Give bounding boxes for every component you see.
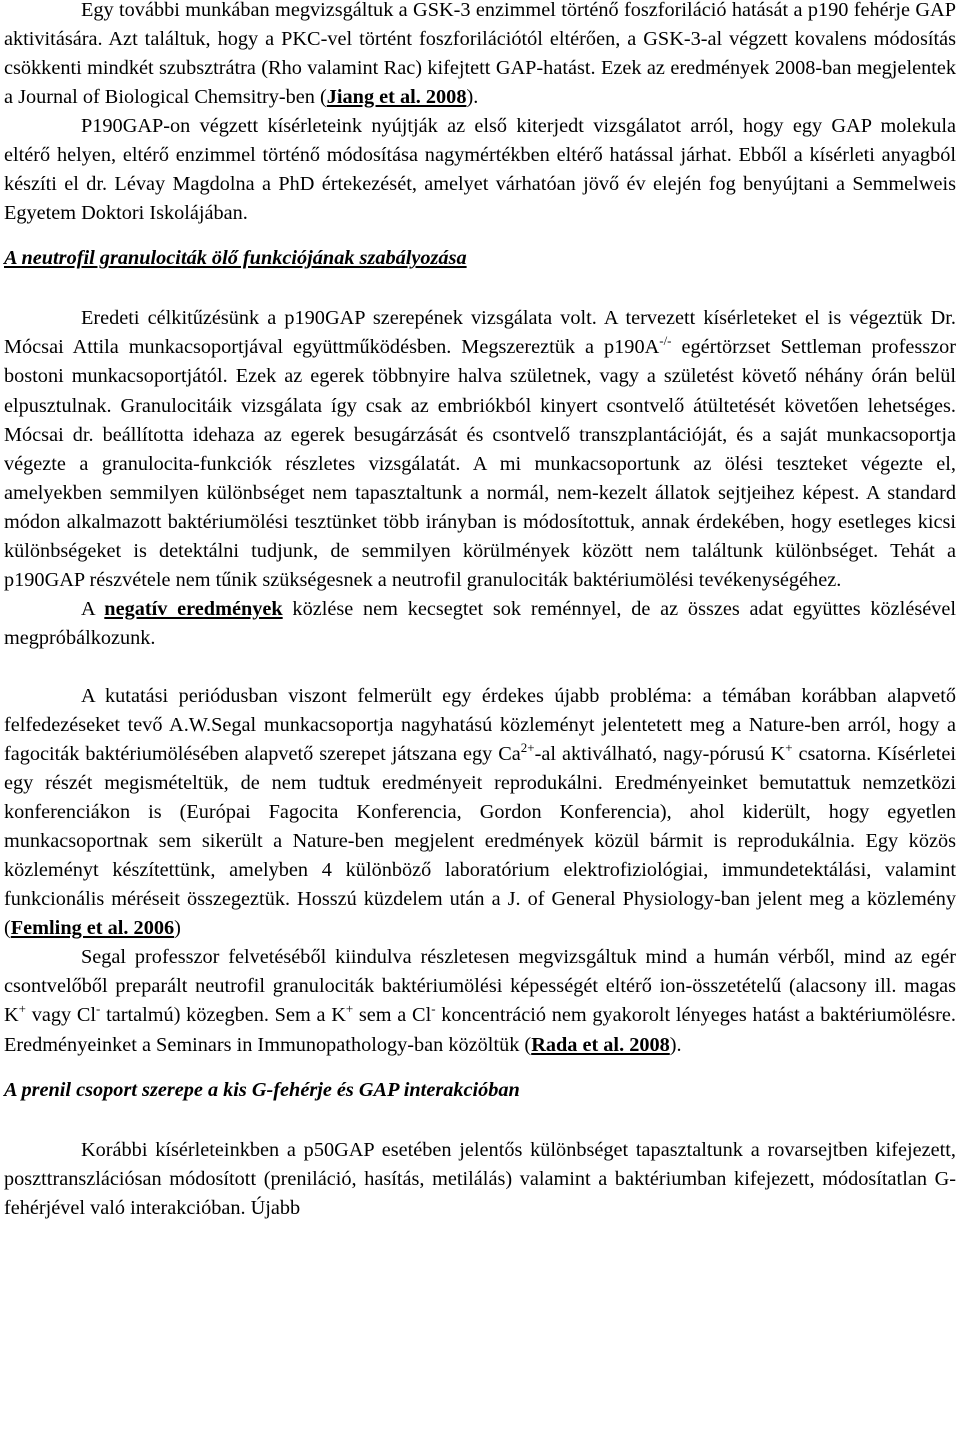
paragraph-negativ-text: A [81, 597, 105, 620]
paragraph-segal-text: A kutatási periódusban viszont felmerült egy érdekes újabb probléma: a témában korábban alapvető felfedezéseket tevő A.W.Segal munkacsoportja nagyhatású közleményt jelentetett meg a Nature-ben arról, hogy a fagociták baktériumölésében alapvető szerepet játszana egy Ca [4, 684, 956, 766]
spacer [4, 228, 956, 244]
paragraph-negativ-text-2: közlése nem kecsegtet sok reménnyel, de az összes adat együttes közlésével megpróbálkozunk. [4, 597, 956, 649]
paragraph-ion-text: Segal professzor felvetéséből kiindulva részletesen megvizsgáltuk mind a humán vérből, mind az egér csontvelőből preparált neutrofil granulociták baktériumölési képességét eltérő ion-összetételű (alacsony ill. magas K [4, 946, 956, 1027]
paragraph-celkituzes-text-2: egértörzset Settleman professzor bostoni munkacsoportjától. Ezek az egerek többnyire halva születnek, vagy a születést követő néhány órán belül elpusztulnak. Granulocitáik vizsgálata így csak az embriókból kinyert csontvelő átültetését követően lehetséges. Mócsai dr. beállította idehaza az egerek besugárzását és csontvelő transzplantációját, és a saját munkacsoportja végezte a granulocita-funkciók részletes vizsgálatát. A mi munkacsoportunk az ölési teszteket végezte el, amelyekben semmilyen különbséget nem tapasztaltunk a normál, nem-kezelt állatok sejtjeihez képest. A standard módon alkalmazott baktériumölési tesztünket több irányban is módosítottuk, annak érdekében, hogy esetleges kicsi különbségeket is detektálni tudjunk, de semmilyen körülmények között nem találtunk különbséget. Tehát a p190GAP részvétele nem tűnik szükségesnek a neutrofil granulociták baktériumölési tevékenységéhez. [4, 336, 957, 591]
section-heading-prenil: A prenil csoport szerepe a kis G-fehérje és GAP interakcióban [4, 1078, 520, 1101]
spacer [4, 653, 956, 682]
paragraph-celkituzes-text: Eredeti célkitűzésünk a p190GAP szerepének vizsgálata volt. A tervezett kísérleteket el is végeztük Dr. Mócsai Attila munkacsoportjával együttműködésben. Megszereztük a p190A [4, 307, 956, 359]
paragraph-p50gap: Korábbi kísérleteinkben a p50GAP esetében jelentős különbséget tapasztaltunk a rovarsejtben kifejezett, poszttranszlációsan módosított (preniláció, hasítás, metilálás) valamint a baktériumban kifejezett, módosítatlan G-fehérjével való interakcióban. Újabb [4, 1138, 956, 1219]
paragraph-segal-text-2: -al aktiválható, nagy-pórusú K [534, 743, 786, 766]
superscript: -/- [659, 333, 672, 349]
paragraph-ion-text-5: koncentráció nem gyakorolt lényeges hatást a baktériumölésre. Eredményeinket a Seminars in Immunopathology-ban közöltük ( [4, 1004, 956, 1056]
paragraph-gsk3 [4, 0, 956, 112]
superscript: - [431, 1001, 436, 1017]
paragraph-ion [4, 943, 956, 1059]
superscript: - [96, 1001, 101, 1017]
reference-femling-2006[interactable]: Femling et al. 2006 [10, 917, 175, 940]
negativ-eredmenyek-link[interactable]: negatív eredmények [104, 597, 283, 620]
spacer [4, 1105, 956, 1136]
superscript: + [18, 1001, 26, 1017]
paragraph-ion-text-4: sem a Cl [353, 1004, 432, 1027]
paragraph-segal [4, 682, 956, 943]
paragraph-celkituzes [4, 304, 956, 594]
paragraph-segal-end: ) [174, 917, 181, 940]
paragraph-gsk3-text: Egy további munkában megvizsgáltuk a GSK-3 enzimmel történő foszforiláció hatását a p190 fehérje GAP aktivitására. Azt találtuk, hogy a PKC-vel történt foszforilációtól eltérően, a GSK-3-al végzett kovalens módosítás csökkenti mindkét szubsztrátra (Rho valamint Rac) kifejtett GAP-hatást. Ezek az eredmények 2008-ban megjelentek a Journal of Biological Chemsitry-ben ( [4, 0, 956, 109]
paragraph-p190gap: P190GAP-on végzett kísérleteink nyújtják az első kiterjedt vizsgálatot arról, hogy egy GAP molekula eltérő helyen, eltérő enzimmel történő módosítása nagymértékben eltérő hatással járhat. Ebből a kísérleti anyagból készíti el dr. Lévay Magdolna a PhD értekezését, amelyet várhatóan jövő év elején fog benyújtani a Semmelweis Egyetem Doktori Iskolájában. [4, 115, 956, 225]
superscript: + [785, 740, 793, 756]
section-heading-neutrofil: A neutrofil granulociták ölő funkciójának szabályozása [4, 247, 467, 270]
paragraph-ion-text-2: vagy Cl [26, 1004, 97, 1027]
spacer [4, 273, 956, 304]
reference-jiang-2008[interactable]: Jiang et al. 2008 [326, 86, 467, 109]
paragraph-gsk3-end: ). [466, 86, 479, 109]
paragraph-segal-text-3: csatorna. Kísérletei egy részét megismételtük, de nem tudtuk eredményeit reprodukálni. Eredményeinket bemutattuk nemzetközi konferenciákon is (Európai Fagocita Konferencia, Gordon Konferencia), ahol kiderült, hogy egyetlen munkacsoportnak sem sikerült a Nature-ben megjelent eredmények közül bármit is reprodukálnia. Egy közös közleményt készítettünk, amelyben 4 különböző laboratórium elektrofiziológiai, immundetektálási, valamint funkcionális méréseit összegeztük. Hosszú küzdelem után a J. of General Physiology-ban jelent meg a közlemény ( [4, 743, 956, 940]
paragraph-ion-end: ). [669, 1033, 682, 1056]
paragraph-negativ [4, 595, 956, 653]
spacer [4, 1060, 956, 1076]
paragraph-ion-text-3: tartalmú) közegben. Sem a K [100, 1004, 346, 1027]
superscript: + [345, 1001, 354, 1017]
superscript: 2+ [520, 740, 535, 756]
reference-rada-2008[interactable]: Rada et al. 2008 [531, 1033, 670, 1056]
